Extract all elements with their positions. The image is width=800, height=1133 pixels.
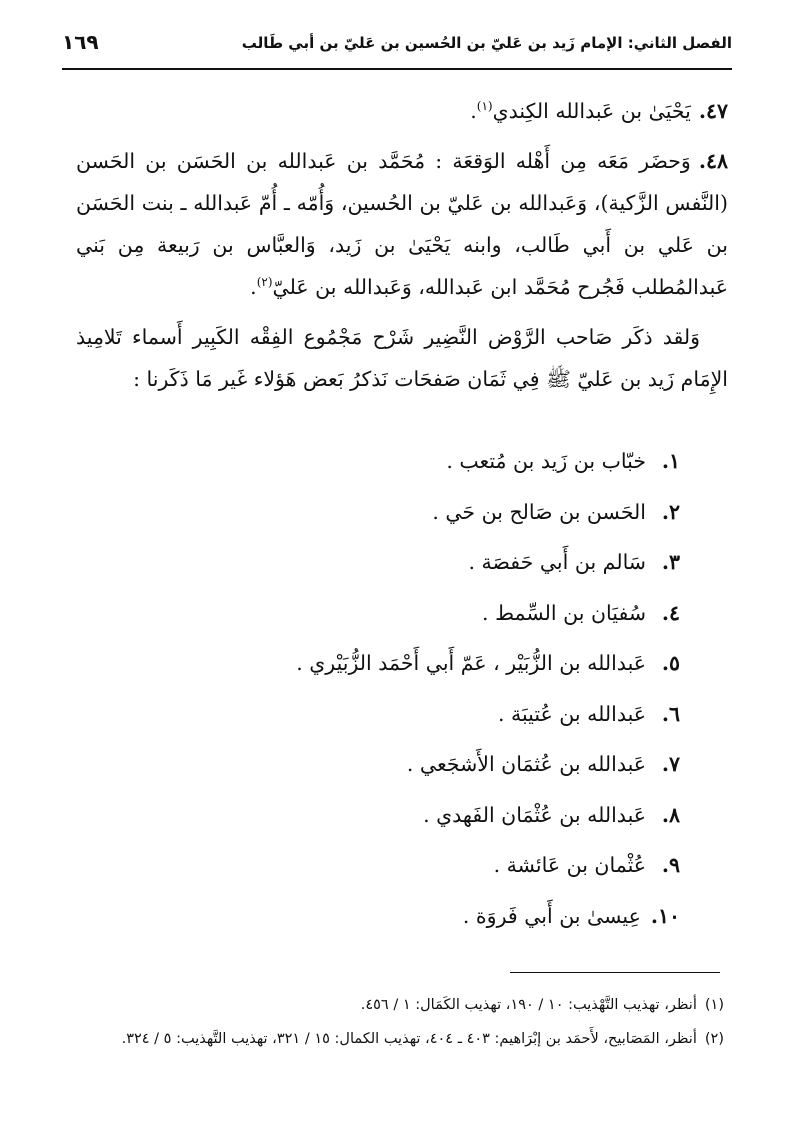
list-item-number: ٢.	[661, 499, 680, 524]
header-rule	[62, 68, 732, 70]
list-item-text: عَبدالله بن عُتيبَة .	[497, 701, 646, 726]
footnote-ref[interactable]: (٢)	[256, 275, 273, 290]
list-item-number: ٨.	[661, 802, 680, 827]
list-item-text: الحَسن بن صَالح بن حَي .	[432, 499, 646, 524]
list-item	[296, 891, 680, 942]
entry-47	[76, 90, 728, 132]
entry-number: ٤٨.	[698, 149, 728, 173]
running-title: الفصل الثاني: الإمام زَيد بن عَليّ بن الحُسين بن عَليّ بن أبي طَالب	[241, 34, 732, 52]
entry-end: .	[250, 275, 257, 299]
footnotes	[64, 990, 724, 1058]
list-item	[296, 638, 680, 689]
list-item-number: ١.	[661, 449, 680, 473]
list-item-number: ١٠.	[650, 903, 680, 928]
list-item-number: ٤.	[661, 600, 680, 625]
entry-48	[76, 140, 728, 308]
footnote-rule	[510, 972, 720, 973]
list-item	[296, 739, 680, 790]
list-item	[296, 840, 680, 891]
footnote-text: أنظر، المَصَابيح، لأَحمَد بن إبْرَاهيم: ٤٠٣ ـ ٤٠٤، تهذيب الكمال: ١٥ / ٣٢١، تهذيب التَّهذيب: ٥ / ٣٢٤.	[121, 1031, 697, 1047]
list-item-text: عَبدالله بن الزُّبَيْر ، عَمّ أَبي أَحْمَد الزُّبَيْري .	[296, 651, 646, 675]
list-item	[296, 689, 680, 740]
list-item-text: عَبدالله بن عُثمَان الأَشجَعي .	[406, 752, 646, 776]
entry-number: ٤٧.	[698, 99, 728, 123]
footnote-text: أنظر، تهذيب التَّهْذيب: ١٠ / ١٩٠، تهذيب الكَمَال: ١ / ٤٥٦.	[360, 997, 697, 1013]
students-list	[296, 436, 680, 941]
footnote	[64, 1024, 724, 1054]
entry-text: وَحضَر مَعَه مِن أَهْله الوَقعَة : مُحَمَّد بن عَبدالله بن الحَسَن بن الحَسن (النَّفس الزَّكية)، وَعَبدالله بن عَليّ بن الحُسين، وَأُمّه ـ أُمّ عَبدالله ـ بنت الحَسَن بن عَلي بن أَبي طَالب، وابنه يَحْيَىٰ بن زَيد، وَالعبَّاس بن رَبيعة مِن بَني عَبدالمُطلب فَجُرح مُحَمَّد ابن عَبدالله، وَعَبدالله بن عَليّ	[76, 149, 728, 299]
footnote-ref[interactable]: (١)	[476, 99, 493, 114]
list-item-number: ٦.	[661, 701, 680, 726]
list-item	[296, 537, 680, 588]
footnote-number: (١)	[704, 997, 724, 1013]
list-item-text: سَالم بن أَبي حَفصَة .	[468, 550, 646, 574]
list-item-number: ٧.	[661, 752, 680, 776]
list-item	[296, 436, 680, 487]
list-item-number: ٣.	[661, 550, 680, 574]
list-item-number: ٩.	[661, 853, 680, 877]
intro-paragraph: وَلقد ذكَر صَاحب الرَّوْض النَّضِير شَرْح مَجْمُوع الفِقْه الكَبِير أَسماء تَلامِيذ الإِمَام زَيد بن عَليّ ﷺ فِي ثَمَان صَفحَات نَذكرُ بَعض هَؤلاء غَير مَا ذَكَرنا :	[76, 325, 728, 391]
footnote-number: (٢)	[704, 1031, 724, 1047]
list-item	[296, 790, 680, 841]
main-text	[76, 90, 728, 408]
list-item-text: خبّاب بن زَيد بن مُتعب .	[446, 449, 646, 473]
list-item	[296, 588, 680, 639]
entry-end: .	[470, 99, 477, 123]
page-number: ١٦٩	[62, 30, 99, 54]
entry-text: يَحْيَىٰ بن عَبدالله الكِندي	[492, 99, 691, 123]
list-item-text: عِيسىٰ بن أَبي فَروَة .	[462, 903, 641, 928]
list-item-text: عَبدالله بن عُثْمَان الفَهدي .	[423, 802, 646, 827]
list-item-number: ٥.	[661, 651, 680, 675]
list-item-text: سُفيَان بن السِّمط .	[482, 600, 646, 625]
list-item-text: عُثْمان بن عَائشة .	[493, 853, 646, 877]
list-item	[296, 487, 680, 538]
footnote	[64, 990, 724, 1020]
